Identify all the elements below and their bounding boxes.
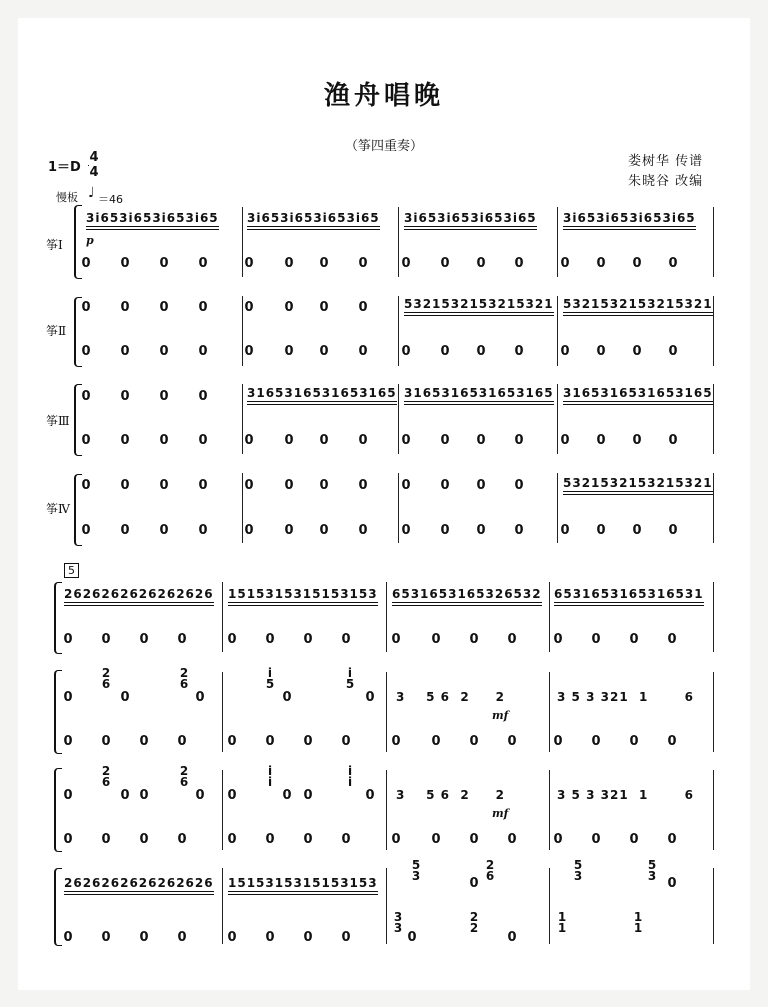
rest-zero: 0: [63, 690, 73, 705]
rest-zero: 0: [358, 300, 368, 315]
rest-zero: 0: [668, 433, 678, 448]
zheng4-chord-4: 5 3: [647, 858, 657, 883]
tempo-marking: 慢板: [56, 191, 78, 204]
rest-zero: 0: [341, 632, 351, 647]
tempo-bpm: ＝46: [98, 193, 123, 206]
rest-zero: 0: [303, 930, 313, 945]
zheng1-s2-m1: 2626262626262626: [64, 587, 214, 601]
rest-zero: 0: [284, 523, 294, 538]
rest-zero: 0: [159, 478, 169, 493]
key-signature: 1＝D: [48, 160, 81, 175]
zheng4-chord-1: 5 3: [411, 858, 421, 883]
rest-zero: 0: [120, 300, 130, 315]
zheng3-chord-1: 2 6: [101, 764, 111, 789]
rest-zero: 0: [198, 523, 208, 538]
rest-zero: 0: [469, 876, 479, 891]
time-signature: [88, 150, 100, 180]
zheng1-s2-m2: 1515315315153153: [228, 587, 378, 601]
rest-zero: 0: [401, 523, 411, 538]
rest-zero: 0: [469, 632, 479, 647]
zheng3-s1-m2: 3165316531653165: [247, 386, 397, 400]
score-subtitle: （筝四重奏）: [344, 139, 423, 154]
credit-arranger: 朱晓谷 改编: [628, 174, 704, 189]
rest-zero: 0: [560, 344, 570, 359]
rest-zero: 0: [667, 632, 677, 647]
rest-zero: 0: [159, 300, 169, 315]
rest-zero: 0: [265, 930, 275, 945]
rest-zero: 0: [629, 832, 639, 847]
rest-zero: 0: [440, 344, 450, 359]
rest-zero: 0: [227, 734, 237, 749]
part-label-zheng2: 筝Ⅱ: [46, 324, 67, 338]
rest-zero: 0: [265, 734, 275, 749]
rest-zero: 0: [282, 690, 292, 705]
rest-zero: 0: [667, 832, 677, 847]
rest-zero: 0: [139, 632, 149, 647]
zheng1-s1-m1: 3i653i653i653i65: [86, 211, 219, 225]
rest-zero: 0: [195, 690, 205, 705]
zheng1-s2-m3: 6531653165326532: [392, 587, 542, 601]
rest-zero: 0: [560, 433, 570, 448]
rest-zero: 0: [139, 930, 149, 945]
rest-zero: 0: [391, 734, 401, 749]
rest-zero: 0: [358, 344, 368, 359]
rest-zero: 0: [469, 832, 479, 847]
rest-zero: 0: [284, 478, 294, 493]
rest-zero: 0: [265, 632, 275, 647]
zheng2-chord-2: 2 6: [179, 666, 189, 691]
rest-zero: 0: [401, 478, 411, 493]
zheng2-s1-m3: 5321532153215321: [404, 297, 554, 311]
rest-zero: 0: [120, 256, 130, 271]
rest-zero: 0: [596, 256, 606, 271]
rest-zero: 0: [365, 690, 375, 705]
rest-zero: 0: [431, 734, 441, 749]
rest-zero: 0: [139, 832, 149, 847]
rest-zero: 0: [341, 930, 351, 945]
rest-zero: 0: [303, 632, 313, 647]
rest-zero: 0: [198, 433, 208, 448]
zheng2-s2-m3: 3 5 6 2 2: [396, 690, 505, 704]
rest-zero: 0: [284, 256, 294, 271]
zheng1-s1-m4: 3i653i653i653i65: [563, 211, 696, 225]
rest-zero: 0: [507, 632, 517, 647]
rest-zero: 0: [159, 523, 169, 538]
rest-zero: 0: [319, 433, 329, 448]
rest-zero: 0: [476, 256, 486, 271]
zheng4-s2-m1: 2626262626262626: [64, 876, 214, 890]
rest-zero: 0: [63, 930, 73, 945]
rest-zero: 0: [227, 632, 237, 647]
rest-zero: 0: [195, 788, 205, 803]
rest-zero: 0: [341, 832, 351, 847]
rest-zero: 0: [440, 433, 450, 448]
zheng4-chord-3: 5 3: [573, 858, 583, 883]
zheng3-chord-4: i i: [347, 764, 353, 789]
rest-zero: 0: [358, 523, 368, 538]
rest-zero: 0: [476, 433, 486, 448]
rest-zero: 0: [507, 734, 517, 749]
rest-zero: 0: [401, 344, 411, 359]
rest-zero: 0: [632, 523, 642, 538]
rest-zero: 0: [507, 832, 517, 847]
brace-zheng3-s2: [54, 768, 62, 852]
rest-zero: 0: [81, 478, 91, 493]
brace-zheng1-s2: [54, 582, 62, 654]
rest-zero: 0: [431, 632, 441, 647]
dynamic-mf-zheng2: mf: [492, 709, 509, 722]
rest-zero: 0: [120, 389, 130, 404]
rest-zero: 0: [101, 930, 111, 945]
rest-zero: 0: [303, 788, 313, 803]
rest-zero: 0: [319, 478, 329, 493]
rest-zero: 0: [120, 344, 130, 359]
rest-zero: 0: [514, 256, 524, 271]
rest-zero: 0: [63, 788, 73, 803]
rest-zero: 0: [81, 433, 91, 448]
rest-zero: 0: [668, 344, 678, 359]
rest-zero: 0: [159, 344, 169, 359]
zheng4-low-chord-4: 1 1: [633, 910, 643, 935]
rest-zero: 0: [507, 930, 517, 945]
rest-zero: 0: [476, 344, 486, 359]
rest-zero: 0: [319, 523, 329, 538]
rest-zero: 0: [159, 389, 169, 404]
rest-zero: 0: [440, 478, 450, 493]
zheng2-chord-1: 2 6: [101, 666, 111, 691]
rest-zero: 0: [629, 632, 639, 647]
rest-zero: 0: [358, 433, 368, 448]
rest-zero: 0: [303, 734, 313, 749]
rest-zero: 0: [629, 734, 639, 749]
rest-zero: 0: [198, 256, 208, 271]
rest-zero: 0: [177, 832, 187, 847]
credit-transcriber: 娄树华 传谱: [628, 154, 704, 169]
rest-zero: 0: [596, 523, 606, 538]
rest-zero: 0: [553, 632, 563, 647]
rest-zero: 0: [244, 256, 254, 271]
part-label-zheng3: 筝Ⅲ: [46, 414, 70, 428]
rest-zero: 0: [265, 832, 275, 847]
zheng4-low-chord-2: 2 2: [469, 910, 479, 935]
rest-zero: 0: [282, 788, 292, 803]
part-label-zheng4: 筝Ⅳ: [46, 502, 70, 516]
zheng2-s2-m4: 3 5 3 321 1 6: [557, 690, 695, 704]
zheng4-s1-m4: 5321532153215321: [563, 476, 713, 490]
rest-zero: 0: [591, 832, 601, 847]
rest-zero: 0: [177, 734, 187, 749]
rest-zero: 0: [227, 788, 237, 803]
brace-zheng4-s2: [54, 868, 62, 946]
zheng2-chord-4: i 5: [345, 666, 355, 691]
rest-zero: 0: [319, 344, 329, 359]
rest-zero: 0: [476, 478, 486, 493]
rest-zero: 0: [198, 300, 208, 315]
zheng4-low-chord-3: 1 1: [557, 910, 567, 935]
time-bottom: 4: [89, 165, 99, 180]
rest-zero: 0: [284, 300, 294, 315]
rest-zero: 0: [401, 256, 411, 271]
zheng3-s1-m3: 3165316531653165: [404, 386, 554, 400]
rest-zero: 0: [81, 300, 91, 315]
rest-zero: 0: [81, 344, 91, 359]
rest-zero: 0: [560, 256, 570, 271]
rest-zero: 0: [101, 632, 111, 647]
rest-zero: 0: [81, 389, 91, 404]
rest-zero: 0: [365, 788, 375, 803]
rest-zero: 0: [440, 523, 450, 538]
zheng2-chord-3: i 5: [265, 666, 275, 691]
rest-zero: 0: [303, 832, 313, 847]
rest-zero: 0: [514, 433, 524, 448]
rest-zero: 0: [553, 734, 563, 749]
rest-zero: 0: [284, 433, 294, 448]
rest-zero: 0: [668, 523, 678, 538]
measure-number: 5: [64, 563, 79, 578]
rest-zero: 0: [159, 433, 169, 448]
rest-zero: 0: [319, 300, 329, 315]
brace-zheng2-s2: [54, 670, 62, 754]
rest-zero: 0: [198, 344, 208, 359]
zheng4-low-chord-1: 3 3: [393, 910, 403, 935]
rest-zero: 0: [227, 930, 237, 945]
rest-zero: 0: [514, 344, 524, 359]
rest-zero: 0: [244, 300, 254, 315]
rest-zero: 0: [431, 832, 441, 847]
rest-zero: 0: [667, 734, 677, 749]
rest-zero: 0: [120, 788, 130, 803]
rest-zero: 0: [198, 478, 208, 493]
rest-zero: 0: [341, 734, 351, 749]
rest-zero: 0: [401, 433, 411, 448]
rest-zero: 0: [177, 930, 187, 945]
rest-zero: 0: [120, 690, 130, 705]
rest-zero: 0: [227, 832, 237, 847]
zheng1-s2-m4: 6531653165316531: [554, 587, 704, 601]
rest-zero: 0: [668, 256, 678, 271]
rest-zero: 0: [553, 832, 563, 847]
rest-zero: 0: [244, 344, 254, 359]
rest-zero: 0: [101, 832, 111, 847]
rest-zero: 0: [63, 832, 73, 847]
rest-zero: 0: [596, 344, 606, 359]
rest-zero: 0: [591, 734, 601, 749]
rest-zero: 0: [476, 523, 486, 538]
rest-zero: 0: [391, 832, 401, 847]
rest-zero: 0: [514, 523, 524, 538]
rest-zero: 0: [101, 734, 111, 749]
rest-zero: 0: [596, 433, 606, 448]
rest-zero: 0: [63, 632, 73, 647]
rest-zero: 0: [407, 930, 417, 945]
rest-zero: 0: [667, 876, 677, 891]
rest-zero: 0: [159, 256, 169, 271]
zheng3-s1-m4: 3165316531653165: [563, 386, 713, 400]
rest-zero: 0: [591, 632, 601, 647]
rest-zero: 0: [440, 256, 450, 271]
rest-zero: 0: [469, 734, 479, 749]
rest-zero: 0: [120, 478, 130, 493]
rest-zero: 0: [358, 478, 368, 493]
rest-zero: 0: [244, 523, 254, 538]
zheng3-chord-3: i i: [267, 764, 273, 789]
rest-zero: 0: [139, 788, 149, 803]
zheng3-chord-2: 2 6: [179, 764, 189, 789]
rest-zero: 0: [81, 523, 91, 538]
score-title: 渔舟唱晚: [323, 81, 444, 111]
zheng3-s2-m3: 3 5 6 2 2: [396, 788, 505, 802]
rest-zero: 0: [560, 523, 570, 538]
rest-zero: 0: [514, 478, 524, 493]
quarter-note-icon: ♩: [88, 185, 95, 201]
zheng4-chord-2: 2 6: [485, 858, 495, 883]
rest-zero: 0: [632, 433, 642, 448]
zheng3-s2-m4: 3 5 3 321 1 6: [557, 788, 695, 802]
zheng1-s1-m3: 3i653i653i653i65: [404, 211, 537, 225]
rest-zero: 0: [244, 433, 254, 448]
part-label-zheng1: 筝Ⅰ: [46, 238, 63, 252]
rest-zero: 0: [358, 256, 368, 271]
rest-zero: 0: [244, 478, 254, 493]
zheng1-s1-m2: 3i653i653i653i65: [247, 211, 380, 225]
zheng4-s2-m2: 1515315315153153: [228, 876, 378, 890]
rest-zero: 0: [632, 256, 642, 271]
dynamic-mf-zheng3: mf: [492, 807, 509, 820]
rest-zero: 0: [120, 433, 130, 448]
rest-zero: 0: [139, 734, 149, 749]
rest-zero: 0: [63, 734, 73, 749]
rest-zero: 0: [632, 344, 642, 359]
rest-zero: 0: [81, 256, 91, 271]
dynamic-p: p: [86, 234, 94, 247]
time-top: 4: [89, 150, 99, 165]
rest-zero: 0: [391, 632, 401, 647]
rest-zero: 0: [177, 632, 187, 647]
rest-zero: 0: [319, 256, 329, 271]
rest-zero: 0: [198, 389, 208, 404]
rest-zero: 0: [284, 344, 294, 359]
rest-zero: 0: [120, 523, 130, 538]
zheng2-s1-m4: 5321532153215321: [563, 297, 713, 311]
